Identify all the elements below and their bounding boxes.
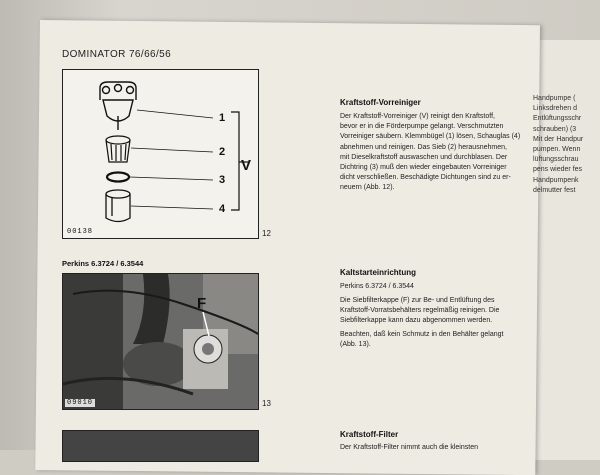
- group-bracket: [231, 112, 239, 210]
- next-page-line: Entlüftungsschr: [533, 115, 582, 123]
- next-page-line: Handpumpe (: [533, 95, 576, 102]
- figure1-number: 12: [262, 229, 271, 238]
- next-page-line: pumpen. Wenn: [533, 146, 581, 154]
- next-page-line: Handpumpenk: [533, 176, 579, 184]
- next-page-line: pens wieder fes: [533, 166, 583, 174]
- sieve-shape: [106, 136, 130, 162]
- figure2-code: 09010: [67, 399, 94, 407]
- next-page-line: lüftungsschrau: [533, 156, 579, 164]
- next-page-line: Mit der Handpur: [533, 135, 584, 143]
- section3-line: Der Kraftstoff-Filter nimmt auch die kleinsten: [340, 444, 478, 451]
- callout-f: F: [197, 295, 207, 312]
- section2-line: Kraftstoff-Vorratsbehälters regelmäßig reinigen. Die: [340, 307, 500, 315]
- section1-line: Vorreiniger säubern. Klemmbügel (1) lösen, Schauglas (4): [340, 133, 521, 141]
- next-page-line: Linksdrehen d: [533, 105, 577, 113]
- callout-4: 4: [219, 203, 226, 215]
- figure-cold-start-photo: [62, 273, 259, 410]
- section1-title: Kraftstoff-Vorreiniger: [340, 98, 421, 107]
- section2-subtitle: Perkins 6.3724 / 6.3544: [340, 283, 414, 290]
- section1-line: bevor er in die Förderpumpe gelangt. Verschmutzten: [340, 123, 504, 131]
- figure-fuel-filter-photo: [62, 430, 259, 462]
- callout-2: 2: [219, 146, 226, 158]
- prefilter-drawing: [63, 70, 258, 238]
- section1-line: mit Dieselkraftstoff auswaschen und durchblasen. Der: [340, 153, 508, 161]
- figure-fuel-prefilter: [62, 69, 259, 239]
- section1-line: Der Kraftstoff-Vorreiniger (V) reinigt den Kraftstoff,: [340, 113, 495, 120]
- sight-glass-shape: [106, 190, 130, 222]
- section3-title: Kraftstoff-Filter: [340, 430, 399, 439]
- section1-line: Dichtring (3) muß den wieder eingebauten Vorreiniger: [340, 164, 507, 172]
- next-page-line: delmutter fest: [533, 186, 576, 194]
- next-page-text: [533, 94, 600, 196]
- section1-line: abnehmen und reinigen. Das Sieb (2) herausnehmen,: [340, 143, 507, 151]
- callout-v: V: [241, 157, 252, 174]
- callout-3: 3: [219, 174, 226, 186]
- section2-line: (Abb. 13).: [340, 340, 371, 348]
- section2-line: Die Siebfilterkappe (F) zur Be- und Entlüftung des: [340, 297, 495, 304]
- sealing-ring-shape: [107, 173, 129, 182]
- section2-body: [340, 296, 530, 350]
- section1-body: [340, 112, 530, 194]
- section2-line: Siebfilterkappe kann dazu abgenommen werden.: [340, 317, 493, 325]
- engine-photo: [63, 274, 258, 409]
- section2-line: Beachten, daß kein Schmutz in den Behälter gelangt: [340, 330, 504, 338]
- callout-lines: [130, 110, 213, 209]
- figure2-number: 13: [262, 399, 271, 408]
- callout-1: 1: [219, 112, 226, 124]
- section1-line: dicht verschließen. Beschädigte Dichtungen sind zu er-: [340, 174, 511, 182]
- next-page-line: schrauben) (3: [533, 125, 577, 133]
- section2-title: Kaltstarteinrichtung: [340, 268, 417, 277]
- section1-line: neuern (Abb. 12).: [340, 184, 395, 192]
- page-header: DOMINATOR 76/66/56: [62, 49, 172, 60]
- figure2-label: Perkins 6.3724 / 6.3544: [62, 259, 144, 268]
- clamp-bracket-shape: [100, 82, 136, 130]
- figure1-code: 00138: [67, 228, 94, 236]
